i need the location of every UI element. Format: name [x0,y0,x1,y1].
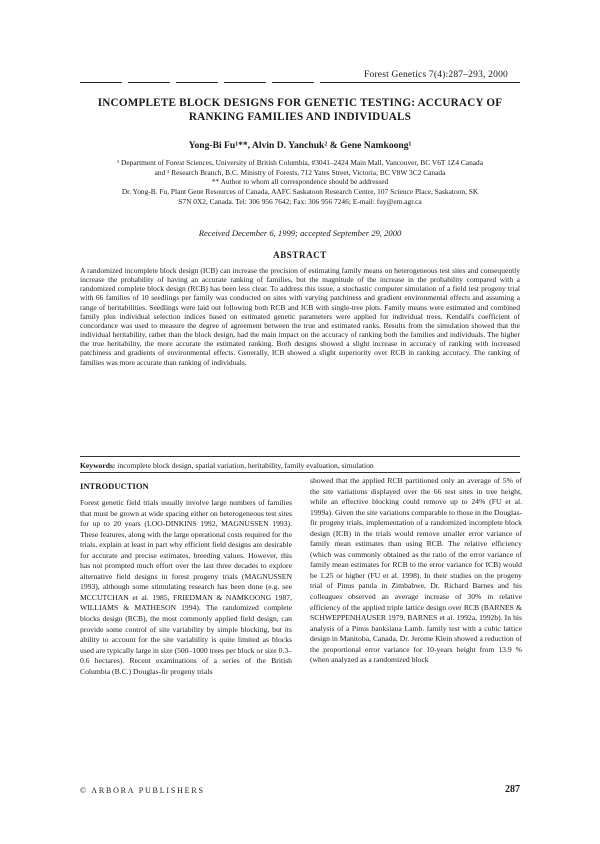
author-list: Yong-Bi Fu¹**, Alvin D. Yanchuk² & Gene Namkoong¹ [188,140,412,151]
header-rule [320,82,520,83]
article-title [80,96,520,124]
keywords [80,461,520,470]
abstract-text: A randomized incomplete block design (ICB) can increase the precision of estimating family means on heterogeneous test sites and consequently increase the probability of having an accurate ranking of families, but the magnitude of the increase in the probability compared with a randomized complete block design (RCB) has been less clear. To address this issue, a stochastic computer simulation of a field test progeny trial with 66 families of 10 seedlings per family was conducted on sites with varying patchiness and gradient environmental effects and assuming a range of heritabilities. Seedlings were laid out following both RCB and ICB with single-tree plots. Family means were estimated and combined family plus individual selection indices based on estimated genetic parameters were applied for individual trees. Kendall's coefficient of concordance was used to measure the degree of agreement between the true and estimated ranks. Results from the simulation showed that the individual heritability, rather than the block design, had the main impact on the accuracy of ranking both the families and individuals. The higher the true heritability, the more accurate the estimated ranking. Both designs showed a slight increase in accuracy of ranking with increased patchiness and gradients of environmental effects. Generally, ICB showed a slight superiority over RCB in ranking accuracy. The ranking of families was more accurate than ranking of individuals. [80,266,520,367]
divider [80,456,520,457]
page-number: 287 [505,784,520,795]
header-rule-segment [224,82,266,83]
header-rule-segment [80,82,122,83]
affiliations [84,158,516,207]
header-rule-segment [272,82,314,83]
body-column-right: showed that the applied RCB partitioned only an average of 5% of the site variations displayed over the 66 test sites in tree height, while an effective blocking could remove up to 24% (FU et al. 1999a). Given the site variations comparable to those in the Douglas-fir progeny trials, implementation of a randomized incomplete block design (ICB) in the trials would remove smaller error variance of family mean estimates than using RCB. The relative efficiency (which was commonly obtained as the ratio of the error variance of family mean estimates for RCB to the error variance for ICB) would be 1.25 or higher (FU et al. 1998). In their studies on the progeny trial of Pinus patula in Zimbabwe, Dr. Richard Barnes and his colleagues observed an average increase of 30% in relative efficiency of the applied triple lattice design over RCB (BARNES & SCHWEPPENHAUSER 1979, BARNES et al. 1992a, 1992b). In his analysis of a Pinus banksiana Lamb. family test with a cubic lattice design in Manitoba, Canada, Dr. Jerome Klein showed a reduction of the proportional error variance for 10-years height from 13.9 % (when analyzed as a randomized block [310,476,522,665]
section-heading: INTRODUCTION [80,481,149,491]
keywords-text: incomplete block design, spatial variation, heritability, family evaluation, simulation [117,461,374,470]
received-dates: Received December 6, 1999; accepted September 29, 2000 [198,228,402,238]
publisher-footer: © ARBORA PUBLISHERS [80,786,205,795]
corresponding-note: ** Author to whom all correspondence should be addressed [211,177,389,187]
abstract-heading: ABSTRACT [273,250,327,260]
contact-line: Dr. Yong-B. Fu, Plant Gene Resources of Canada, AAFC Saskatoon Research Centre, 107 Science Place, Saskatoon, SK [121,187,479,197]
keywords-label: Keywords: [80,461,116,470]
affiliation-line: and ² Research Branch, B.C. Ministry of Forests, 712 Yates Street, Victoria, BC V8W 3C2 Canada [154,167,446,177]
header-rule-segment [128,82,170,83]
divider [80,472,520,473]
affiliation-line: ¹ Department of Forest Sciences, University of British Columbia, #3041–2424 Main Mall, Vancouver, BC V6T 1Z4 Canada [116,158,484,167]
body-column-left: Forest genetic field trials usually involve large numbers of families that must be grown at wide spacing either on heterogeneous test sites for up to 20 years (LOO-DINKINS 1992, MAGNUSSEN 1993). These features, along with the large operational costs required for the trials, explain at least in part why efficient field designs are desirable for accurate and precise estimates, breeding values. However, this has not prompted much effort over the last three decades to explore alternative field designs in forest progeny trials (MAGNUSSEN 1993), although some stimulating research has been done (e.g. see MCCUTCHAN et al. 1985, FRIEDMAN & NAMKOONG 1987, WILLIAMS & MATHESON 1994). The randomized complete blocks design (RCB), the most commonly applied field design, can provide some control of site variability by simple blocking, but its ability to account for the site variability is quite limited as blocks used are typically large in size (500–1000 trees per block or size 0.3–0.6 hectares). Recent examinations of a series of the British Columbia (B.C.) Douglas-fir progeny trials [80,498,292,676]
contact-line: S7N 0X2, Canada. Tel: 306 956 7642; Fax: 306 956 7246; E-mail: fuy@em.agr.ca [178,196,422,206]
header-rule-segment [176,82,218,83]
title-line: RANKING FAMILIES AND INDIVIDUALS [188,111,412,123]
journal-reference: Forest Genetics 7(4):287–293, 2000 [363,70,508,80]
title-line: INCOMPLETE BLOCK DESIGNS FOR GENETIC TESTING: ACCURACY OF [97,97,503,109]
